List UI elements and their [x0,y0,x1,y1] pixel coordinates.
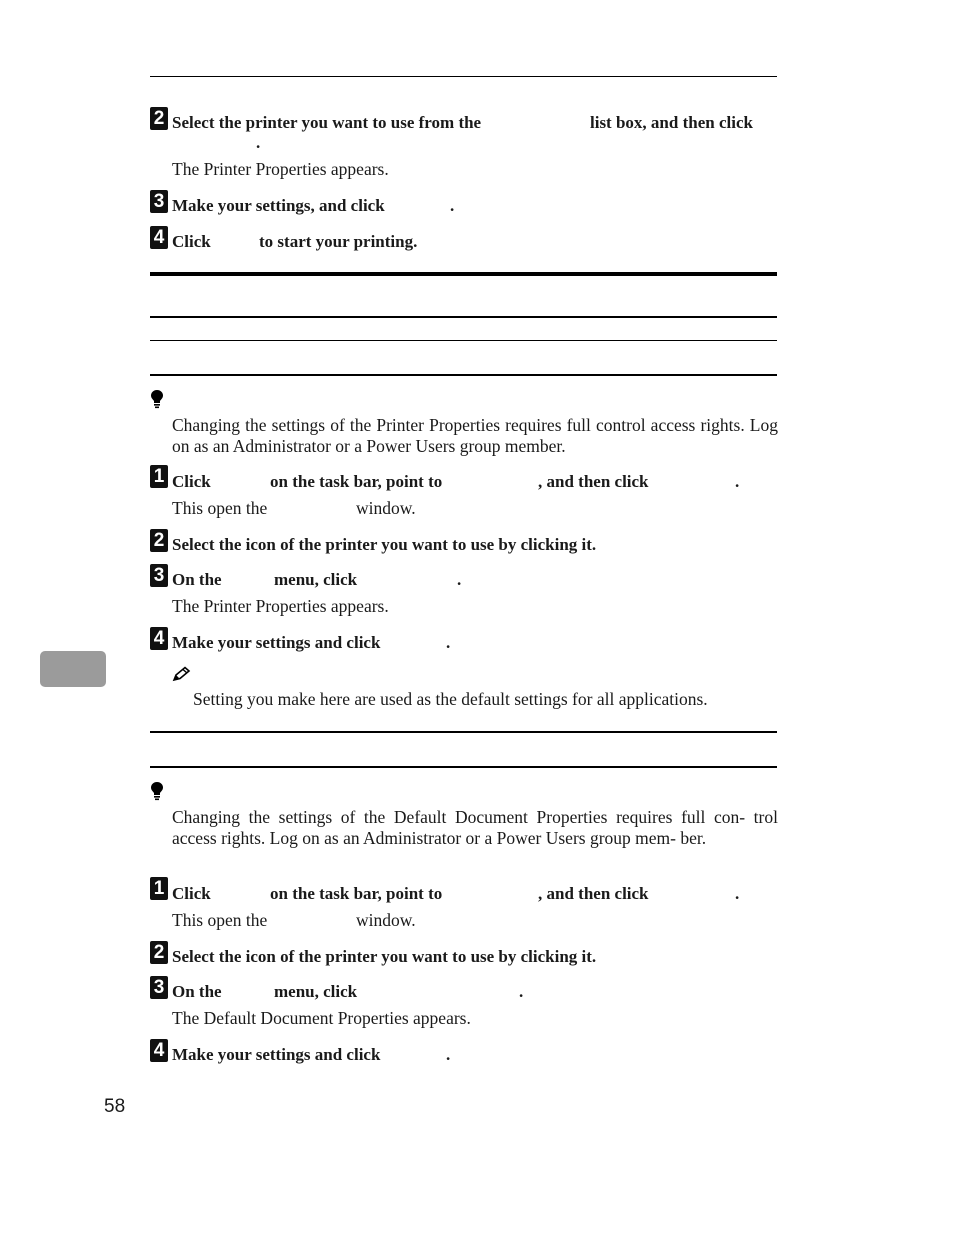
step-number: 1 [150,465,168,488]
step-text: . [519,982,524,1001]
step-text: Click [172,472,211,491]
header-rule [150,76,777,77]
subsection-rule [150,731,777,733]
step-text: Click [172,232,211,251]
step-text: on the task bar, point to [270,884,443,903]
subsection-rule [150,766,777,768]
step-text: Make your settings, and click [172,196,385,215]
step-number: 3 [150,976,168,999]
step-number: 4 [150,226,168,249]
step-text: Select the icon of the printer you want to use by clicking it. [172,947,597,966]
step-text: . [446,1045,451,1064]
step-number: 2 [150,529,168,552]
step-text: , and then click [538,884,649,903]
step-text: menu, click [274,570,358,589]
result-text: window. [356,910,416,930]
result-text: This open the [172,910,268,930]
step-text: On the [172,982,222,1001]
step-text: Make your settings and click [172,1045,381,1064]
step-text: On the [172,570,222,589]
step-text: list box, and then click [590,113,753,132]
subsection-rule [150,316,777,318]
lightbulb-icon [150,389,164,409]
pencil-note-icon [172,666,191,682]
step-text: , and then click [538,472,649,491]
tip-text: Changing the settings of the Default Document Properties requires full con- trol access rights. Log on as an Administrator or a Power Users group mem- ber. [172,807,778,848]
step-text: . [256,133,261,152]
step-text: . [735,884,740,903]
result-text: The Printer Properties appears. [172,596,389,616]
tip-text: Changing the settings of the Printer Properties requires full control access rights. Log on as an Administrator or a Power Users group member. [172,415,778,456]
section-rule [150,272,777,276]
step-text: Make your settings and click [172,633,381,652]
lightbulb-icon [150,781,164,801]
result-text: The Default Document Properties appears. [172,1008,471,1028]
step-number: 3 [150,190,168,213]
result-text: The Printer Properties appears. [172,159,389,179]
step-text: Click [172,884,211,903]
step-text: . [450,196,455,215]
step-text: menu, click [274,982,358,1001]
step-text: Select the icon of the printer you want to use by clicking it. [172,535,597,554]
subsection-rule [150,340,777,341]
step-number: 1 [150,877,168,900]
page-number: 58 [104,1096,126,1117]
step-number: 2 [150,107,168,130]
step-number: 4 [150,1039,168,1062]
chapter-tab-marker [40,651,106,687]
step-number: 3 [150,564,168,587]
note-text: Setting you make here are used as the default settings for all applications. [193,689,708,709]
step-number: 2 [150,941,168,964]
step-text: Select the printer you want to use from the [172,113,482,132]
step-text: on the task bar, point to [270,472,443,491]
step-text: . [446,633,451,652]
step-text: . [735,472,740,491]
subsection-rule [150,374,777,376]
step-text: . [457,570,462,589]
result-text: This open the [172,498,268,518]
step-number: 4 [150,627,168,650]
result-text: window. [356,498,416,518]
step-text: to start your printing. [259,232,418,251]
